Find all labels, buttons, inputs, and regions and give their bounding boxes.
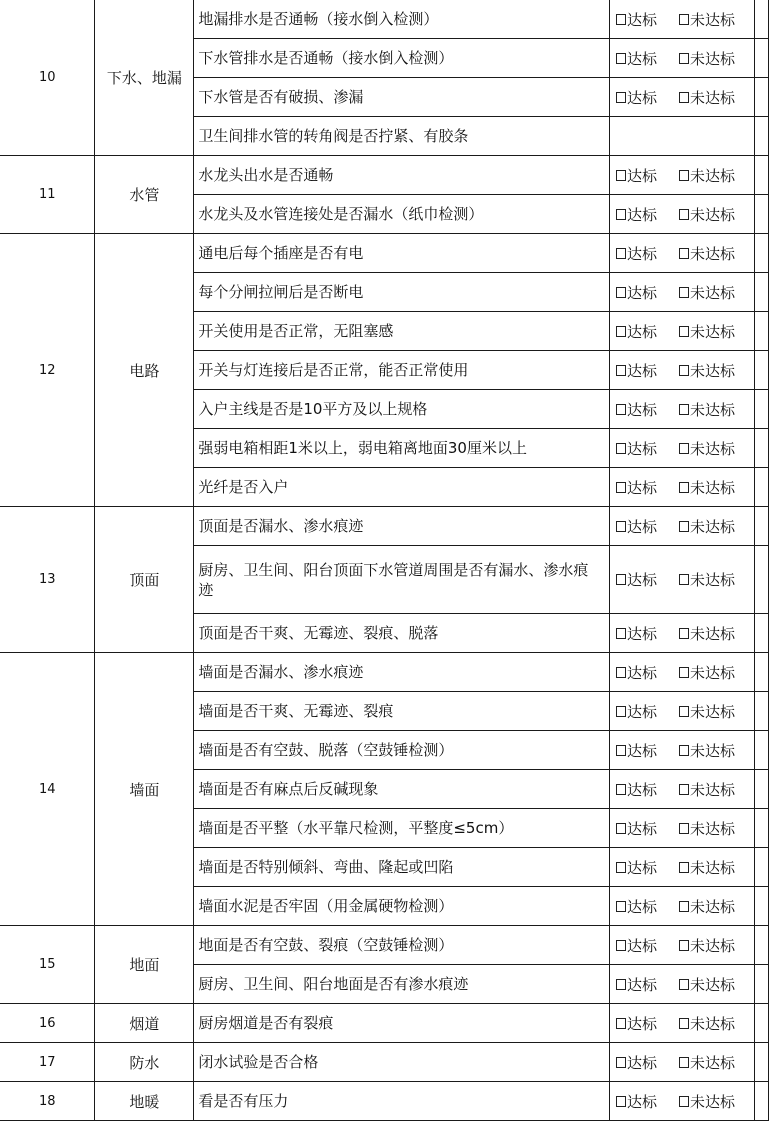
edge-cell	[754, 117, 768, 156]
result-cell	[610, 117, 755, 156]
check-item: 墙面是否有空鼓、脱落（空鼓锤检测）	[194, 731, 610, 770]
row-number: 14	[0, 653, 95, 926]
fail-label: 未达标	[690, 1014, 736, 1033]
pass-checkbox[interactable]	[616, 48, 657, 69]
pass-label: 达标	[627, 517, 658, 536]
checkbox-square-icon[interactable]	[616, 287, 626, 298]
checkbox-square-icon[interactable]	[616, 1096, 626, 1107]
check-item: 通电后每个插座是否有电	[194, 234, 610, 273]
pass-checkbox[interactable]	[616, 282, 657, 303]
pass-checkbox[interactable]	[616, 87, 657, 108]
pass-label: 达标	[627, 663, 658, 682]
fail-checkbox[interactable]	[679, 165, 735, 186]
edge-cell	[754, 848, 768, 887]
fail-label: 未达标	[690, 780, 736, 799]
fail-label: 未达标	[690, 702, 736, 721]
pass-checkbox[interactable]	[616, 857, 657, 878]
result-cell	[610, 731, 755, 770]
check-item: 厨房烟道是否有裂痕	[194, 1004, 610, 1043]
edge-cell	[754, 1043, 768, 1082]
result-cell	[610, 926, 755, 965]
row-number: 18	[0, 1082, 95, 1121]
edge-cell	[754, 78, 768, 117]
checkbox-square-icon[interactable]	[616, 862, 626, 873]
pass-checkbox[interactable]	[616, 1052, 657, 1073]
fail-label: 未达标	[690, 858, 736, 877]
pass-checkbox[interactable]	[616, 1013, 657, 1034]
result-cell	[610, 234, 755, 273]
pass-checkbox[interactable]	[616, 779, 657, 800]
checkbox-square-icon[interactable]	[679, 92, 689, 103]
checkbox-square-icon[interactable]	[616, 823, 626, 834]
pass-checkbox[interactable]	[616, 896, 657, 917]
pass-checkbox[interactable]	[616, 399, 657, 420]
checkbox-square-icon[interactable]	[679, 574, 689, 585]
check-item: 卫生间排水管的转角阀是否拧紧、有胶条	[194, 117, 610, 156]
result-cell	[610, 351, 755, 390]
checkbox-square-icon[interactable]	[616, 209, 626, 220]
pass-label: 达标	[627, 1014, 658, 1033]
category-cell: 下水、地漏	[95, 0, 194, 156]
fail-checkbox[interactable]	[679, 321, 735, 342]
fail-label: 未达标	[690, 936, 736, 955]
table-row	[0, 1043, 769, 1082]
checkbox-square-icon[interactable]	[679, 706, 689, 717]
pass-label: 达标	[627, 478, 658, 497]
check-item: 地面是否有空鼓、裂痕（空鼓锤检测）	[194, 926, 610, 965]
fail-checkbox[interactable]	[679, 399, 735, 420]
result-cell	[610, 887, 755, 926]
fail-checkbox[interactable]	[679, 48, 735, 69]
checkbox-square-icon[interactable]	[616, 574, 626, 585]
edge-cell	[754, 39, 768, 78]
pass-checkbox[interactable]	[616, 623, 657, 644]
checkbox-square-icon[interactable]	[679, 53, 689, 64]
checkbox-square-icon[interactable]	[679, 248, 689, 259]
checkbox-square-icon[interactable]	[616, 784, 626, 795]
category-cell: 地暖	[95, 1082, 194, 1121]
pass-checkbox[interactable]	[616, 818, 657, 839]
edge-cell	[754, 468, 768, 507]
edge-cell	[754, 273, 768, 312]
row-number: 17	[0, 1043, 95, 1082]
pass-label: 达标	[627, 283, 658, 302]
check-item: 地漏排水是否通畅（接水倒入检测）	[194, 0, 610, 39]
check-item: 厨房、卫生间、阳台顶面下水管道周围是否有漏水、渗水痕迹	[194, 546, 610, 614]
checkbox-square-icon[interactable]	[616, 706, 626, 717]
pass-label: 达标	[627, 166, 658, 185]
category-cell: 地面	[95, 926, 194, 1004]
checkbox-square-icon[interactable]	[616, 1057, 626, 1068]
result-cell	[610, 429, 755, 468]
result-cell	[610, 809, 755, 848]
checkbox-square-icon[interactable]	[679, 979, 689, 990]
category-cell: 墙面	[95, 653, 194, 926]
check-item: 水龙头及水管连接处是否漏水（纸巾检测）	[194, 195, 610, 234]
checkbox-square-icon[interactable]	[679, 940, 689, 951]
checkbox-square-icon[interactable]	[616, 667, 626, 678]
fail-label: 未达标	[690, 205, 736, 224]
checkbox-square-icon[interactable]	[679, 628, 689, 639]
checkbox-square-icon[interactable]	[679, 170, 689, 181]
fail-checkbox[interactable]	[679, 477, 735, 498]
pass-label: 达标	[627, 244, 658, 263]
edge-cell	[754, 1004, 768, 1043]
result-cell	[610, 848, 755, 887]
checkbox-square-icon[interactable]	[679, 521, 689, 532]
fail-label: 未达标	[690, 244, 736, 263]
checkbox-square-icon[interactable]	[679, 1018, 689, 1029]
check-item: 入户主线是否是10平方及以上规格	[194, 390, 610, 429]
edge-cell	[754, 653, 768, 692]
edge-cell	[754, 1082, 768, 1121]
category-cell: 顶面	[95, 507, 194, 653]
pass-checkbox[interactable]	[616, 662, 657, 683]
checkbox-square-icon[interactable]	[679, 823, 689, 834]
checkbox-square-icon[interactable]	[616, 443, 626, 454]
fail-label: 未达标	[690, 322, 736, 341]
edge-cell	[754, 507, 768, 546]
checkbox-square-icon[interactable]	[616, 248, 626, 259]
checkbox-square-icon[interactable]	[616, 901, 626, 912]
fail-checkbox[interactable]	[679, 243, 735, 264]
fail-label: 未达标	[690, 571, 736, 589]
edge-cell	[754, 234, 768, 273]
result-cell	[610, 1043, 755, 1082]
checkbox-square-icon[interactable]	[679, 443, 689, 454]
fail-label: 未达标	[690, 283, 736, 302]
fail-label: 未达标	[690, 663, 736, 682]
checkbox-square-icon[interactable]	[616, 365, 626, 376]
row-number: 10	[0, 0, 95, 156]
edge-cell	[754, 156, 768, 195]
check-item: 墙面水泥是否牢固（用金属硬物检测）	[194, 887, 610, 926]
pass-checkbox[interactable]	[616, 204, 657, 225]
edge-cell	[754, 312, 768, 351]
check-item: 墙面是否干爽、无霉迹、裂痕	[194, 692, 610, 731]
pass-checkbox[interactable]	[616, 321, 657, 342]
checkbox-square-icon[interactable]	[616, 14, 626, 25]
edge-cell	[754, 429, 768, 468]
fail-checkbox[interactable]	[679, 282, 735, 303]
fail-checkbox[interactable]	[679, 623, 735, 644]
fail-label: 未达标	[690, 361, 736, 380]
pass-label: 达标	[627, 88, 658, 107]
fail-checkbox[interactable]	[679, 87, 735, 108]
check-item: 顶面是否干爽、无霉迹、裂痕、脱落	[194, 614, 610, 653]
fail-checkbox[interactable]	[679, 701, 735, 722]
pass-label: 达标	[627, 624, 658, 643]
table-row	[0, 1082, 769, 1121]
result-cell	[610, 770, 755, 809]
checkbox-square-icon[interactable]	[679, 326, 689, 337]
pass-label: 达标	[627, 702, 658, 721]
checkbox-square-icon[interactable]	[616, 521, 626, 532]
fail-checkbox[interactable]	[679, 1013, 735, 1034]
table-row	[0, 1004, 769, 1043]
check-item: 墙面是否特别倾斜、弯曲、隆起或凹陷	[194, 848, 610, 887]
fail-label: 未达标	[690, 819, 736, 838]
fail-label: 未达标	[690, 88, 736, 107]
row-number: 15	[0, 926, 95, 1004]
fail-checkbox[interactable]	[679, 974, 735, 995]
result-cell	[610, 653, 755, 692]
result-cell	[610, 312, 755, 351]
check-item: 厨房、卫生间、阳台地面是否有渗水痕迹	[194, 965, 610, 1004]
checkbox-square-icon[interactable]	[679, 14, 689, 25]
row-number: 11	[0, 156, 95, 234]
pass-checkbox[interactable]	[616, 165, 657, 186]
pass-label: 达标	[627, 897, 658, 916]
result-cell	[610, 39, 755, 78]
result-cell	[610, 390, 755, 429]
fail-label: 未达标	[690, 49, 736, 68]
category-cell: 水管	[95, 156, 194, 234]
edge-cell	[754, 926, 768, 965]
checkbox-square-icon[interactable]	[616, 745, 626, 756]
checkbox-square-icon[interactable]	[679, 862, 689, 873]
edge-cell	[754, 351, 768, 390]
fail-label: 未达标	[690, 975, 736, 994]
check-item: 开关使用是否正常，无阻塞感	[194, 312, 610, 351]
pass-checkbox[interactable]	[616, 740, 657, 761]
checkbox-square-icon[interactable]	[679, 745, 689, 756]
pass-checkbox[interactable]	[616, 9, 657, 30]
edge-cell	[754, 0, 768, 39]
fail-checkbox[interactable]	[679, 204, 735, 225]
pass-label: 达标	[627, 1092, 658, 1111]
checkbox-square-icon[interactable]	[616, 979, 626, 990]
pass-checkbox[interactable]	[616, 974, 657, 995]
row-number: 12	[0, 234, 95, 507]
result-cell	[610, 1082, 755, 1121]
checkbox-square-icon[interactable]	[679, 901, 689, 912]
fail-checkbox[interactable]	[679, 896, 735, 917]
edge-cell	[754, 390, 768, 429]
pass-label: 达标	[627, 205, 658, 224]
fail-label: 未达标	[690, 166, 736, 185]
pass-checkbox[interactable]	[616, 243, 657, 264]
edge-cell	[754, 770, 768, 809]
pass-label: 达标	[627, 439, 658, 458]
table-row	[0, 507, 769, 546]
fail-checkbox[interactable]	[679, 779, 735, 800]
check-item: 墙面是否有麻点后反碱现象	[194, 770, 610, 809]
fail-checkbox[interactable]	[679, 438, 735, 459]
check-item: 开关与灯连接后是否正常，能否正常使用	[194, 351, 610, 390]
pass-label: 达标	[627, 780, 658, 799]
pass-label: 达标	[627, 1053, 658, 1072]
pass-checkbox[interactable]	[616, 477, 657, 498]
pass-label: 达标	[627, 936, 658, 955]
fail-label: 未达标	[690, 517, 736, 536]
fail-checkbox[interactable]	[679, 360, 735, 381]
pass-checkbox[interactable]	[616, 935, 657, 956]
result-cell	[610, 614, 755, 653]
fail-label: 未达标	[690, 478, 736, 497]
edge-cell	[754, 731, 768, 770]
edge-cell	[754, 614, 768, 653]
checkbox-square-icon[interactable]	[616, 940, 626, 951]
category-cell: 防水	[95, 1043, 194, 1082]
checkbox-square-icon[interactable]	[679, 667, 689, 678]
row-number: 13	[0, 507, 95, 653]
pass-label: 达标	[627, 10, 658, 29]
table-row	[0, 653, 769, 692]
pass-checkbox[interactable]	[616, 701, 657, 722]
result-cell	[610, 692, 755, 731]
check-item: 每个分闸拉闸后是否断电	[194, 273, 610, 312]
pass-label: 达标	[627, 819, 658, 838]
result-cell	[610, 1004, 755, 1043]
result-cell	[610, 546, 755, 614]
fail-checkbox[interactable]	[679, 857, 735, 878]
category-cell: 烟道	[95, 1004, 194, 1043]
table-row	[0, 234, 769, 273]
result-cell	[610, 273, 755, 312]
check-item: 闭水试验是否合格	[194, 1043, 610, 1082]
edge-cell	[754, 692, 768, 731]
pass-label: 达标	[627, 571, 658, 589]
checkbox-square-icon[interactable]	[616, 1018, 626, 1029]
fail-label: 未达标	[690, 897, 736, 916]
pass-label: 达标	[627, 322, 658, 341]
pass-label: 达标	[627, 858, 658, 877]
check-item: 光纤是否入户	[194, 468, 610, 507]
checkbox-square-icon[interactable]	[679, 365, 689, 376]
checkbox-square-icon[interactable]	[616, 404, 626, 415]
pass-label: 达标	[627, 741, 658, 760]
fail-label: 未达标	[690, 741, 736, 760]
checkbox-square-icon[interactable]	[616, 628, 626, 639]
edge-cell	[754, 809, 768, 848]
table-row	[0, 926, 769, 965]
check-item: 顶面是否漏水、渗水痕迹	[194, 507, 610, 546]
checkbox-square-icon[interactable]	[679, 209, 689, 220]
pass-checkbox[interactable]	[616, 516, 657, 537]
checkbox-square-icon[interactable]	[679, 287, 689, 298]
edge-cell	[754, 965, 768, 1004]
checkbox-square-icon[interactable]	[679, 784, 689, 795]
checkbox-square-icon[interactable]	[679, 404, 689, 415]
pass-checkbox[interactable]	[616, 569, 657, 590]
category-cell: 电路	[95, 234, 194, 507]
fail-checkbox[interactable]	[679, 662, 735, 683]
fail-checkbox[interactable]	[679, 935, 735, 956]
checkbox-square-icon[interactable]	[679, 482, 689, 493]
checkbox-square-icon[interactable]	[616, 92, 626, 103]
checkbox-square-icon[interactable]	[679, 1057, 689, 1068]
checkbox-square-icon[interactable]	[616, 482, 626, 493]
result-cell	[610, 195, 755, 234]
check-item: 下水管是否有破损、渗漏	[194, 78, 610, 117]
fail-checkbox[interactable]	[679, 740, 735, 761]
result-cell	[610, 0, 755, 39]
fail-label: 未达标	[690, 1092, 736, 1111]
fail-label: 未达标	[690, 624, 736, 643]
edge-cell	[754, 887, 768, 926]
checkbox-square-icon[interactable]	[616, 326, 626, 337]
check-item: 下水管排水是否通畅（接水倒入检测）	[194, 39, 610, 78]
check-item: 看是否有压力	[194, 1082, 610, 1121]
checkbox-square-icon[interactable]	[679, 1096, 689, 1107]
result-cell	[610, 965, 755, 1004]
check-item: 强弱电箱相距1米以上，弱电箱离地面30厘米以上	[194, 429, 610, 468]
row-number: 16	[0, 1004, 95, 1043]
checkbox-square-icon[interactable]	[616, 170, 626, 181]
edge-cell	[754, 195, 768, 234]
table-row	[0, 156, 769, 195]
pass-label: 达标	[627, 49, 658, 68]
fail-checkbox[interactable]	[679, 516, 735, 537]
pass-checkbox[interactable]	[616, 438, 657, 459]
result-cell	[610, 468, 755, 507]
result-cell	[610, 507, 755, 546]
pass-checkbox[interactable]	[616, 360, 657, 381]
edge-cell	[754, 546, 768, 614]
fail-checkbox[interactable]	[679, 818, 735, 839]
checkbox-square-icon[interactable]	[616, 53, 626, 64]
pass-label: 达标	[627, 400, 658, 419]
check-item: 墙面是否漏水、渗水痕迹	[194, 653, 610, 692]
pass-label: 达标	[627, 361, 658, 380]
fail-checkbox[interactable]	[679, 9, 735, 30]
table-row	[0, 0, 769, 39]
fail-label: 未达标	[690, 439, 736, 458]
pass-checkbox[interactable]	[616, 1091, 657, 1112]
fail-checkbox[interactable]	[679, 569, 735, 590]
fail-checkbox[interactable]	[679, 1052, 735, 1073]
result-cell	[610, 78, 755, 117]
fail-label: 未达标	[690, 1053, 736, 1072]
result-cell	[610, 156, 755, 195]
pass-label: 达标	[627, 975, 658, 994]
check-item: 墙面是否平整（水平靠尺检测，平整度≤5cm）	[194, 809, 610, 848]
check-item: 水龙头出水是否通畅	[194, 156, 610, 195]
fail-checkbox[interactable]	[679, 1091, 735, 1112]
fail-label: 未达标	[690, 10, 736, 29]
fail-label: 未达标	[690, 400, 736, 419]
